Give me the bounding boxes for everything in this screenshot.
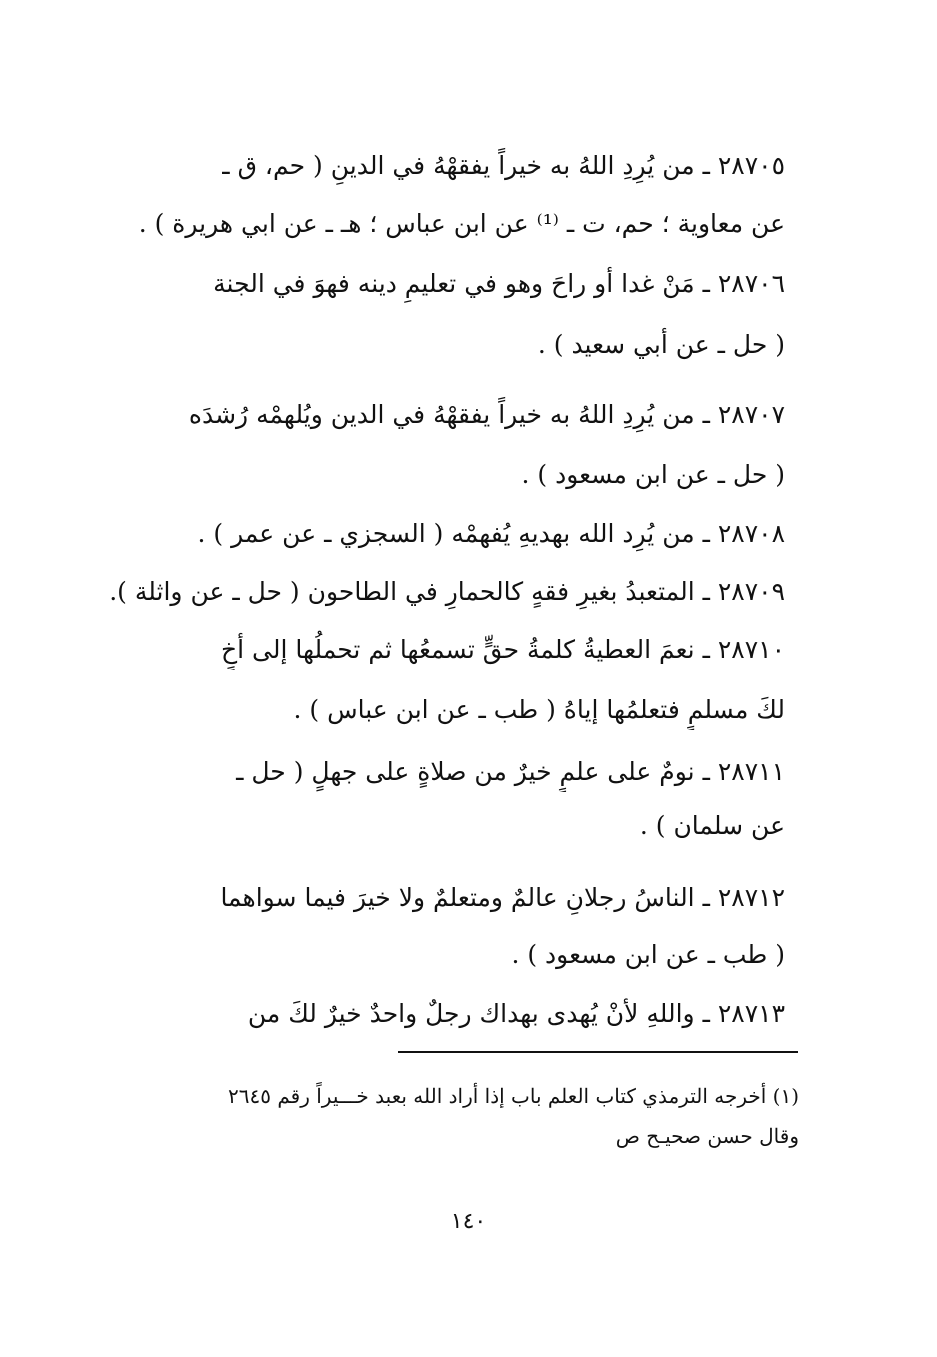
hadith-28712-line-2: ( طب ـ عن ابن مسعود ) . xyxy=(511,940,785,969)
page-number: ١٤٠ xyxy=(450,1209,487,1234)
footnote-line-1: (١) أخرجه الترمذي كتاب العلم باب إذا أراد الله بعبد خـــيراً رقم ٢٦٤٥ xyxy=(228,1084,799,1108)
hadith-28710-line-1: ٢٨٧١٠ ـ نعمَ العطيةُ كلمةُ حقٍّ تسمعُها ثم تحملُها إلى أخٍ xyxy=(221,635,785,664)
hadith-28712-line-1: ٢٨٧١٢ ـ الناسُ رجلانِ عالمٌ ومتعلمٌ ولا خيرَ فيما سواهما xyxy=(220,883,785,912)
hadith-28711-line-2: عن سلمان ) . xyxy=(639,811,785,840)
hadith-28709-line-1: ٢٨٧٠٩ ـ المتعبدُ بغيرِ فقهٍ كالحمارِ في الطاحون ( حل ـ عن واثلة ). xyxy=(109,577,785,606)
hadith-28705-line-1: ٢٨٧٠٥ ـ من يُرِدِ اللهُ به خيراً يفقهْهُ في الدينِ ( حم، ق ـ xyxy=(222,151,785,180)
footnote-divider xyxy=(398,1051,798,1053)
hadith-28711-line-1: ٢٨٧١١ ـ نومٌ على علمٍ خيرٌ من صلاةٍ على جهلٍ ( حل ـ xyxy=(236,757,785,786)
hadith-28710-line-2: لكَ مسلمٍ فتعلمُها إياهُ ( طب ـ عن ابن عباس ) . xyxy=(293,695,785,724)
hadith-28705-line-2: عن معاوية ؛ حم، ت ـ ⁽¹⁾ عن ابن عباس ؛ هـ ـ عن ابي هريرة ) . xyxy=(138,209,785,238)
hadith-28708-line-1: ٢٨٧٠٨ ـ من يُرِد الله بهديهِ يُفهمْه ( السجزي ـ عن عمر ) . xyxy=(197,519,785,548)
footnote-line-2: وقال حسن صحيـح ص xyxy=(615,1124,799,1148)
hadith-28707-line-2: ( حل ـ عن ابن مسعود ) . xyxy=(521,460,785,489)
hadith-28707-line-1: ٢٨٧٠٧ ـ من يُرِدِ اللهُ به خيراً يفقهْهُ في الدين ويُلهمْه رُشدَه xyxy=(188,400,785,429)
hadith-28706-line-2: ( حل ـ عن أبي سعيد ) . xyxy=(537,330,785,359)
hadith-28706-line-1: ٢٨٧٠٦ ـ مَنْ غدا أو راحَ وهو في تعليمِ دينه فهوَ في الجنة xyxy=(213,269,785,298)
hadith-28713-line-1: ٢٨٧١٣ ـ واللهِ لأنْ يُهدى بهداك رجلٌ واحدٌ خيرٌ لكَ من xyxy=(247,999,785,1028)
